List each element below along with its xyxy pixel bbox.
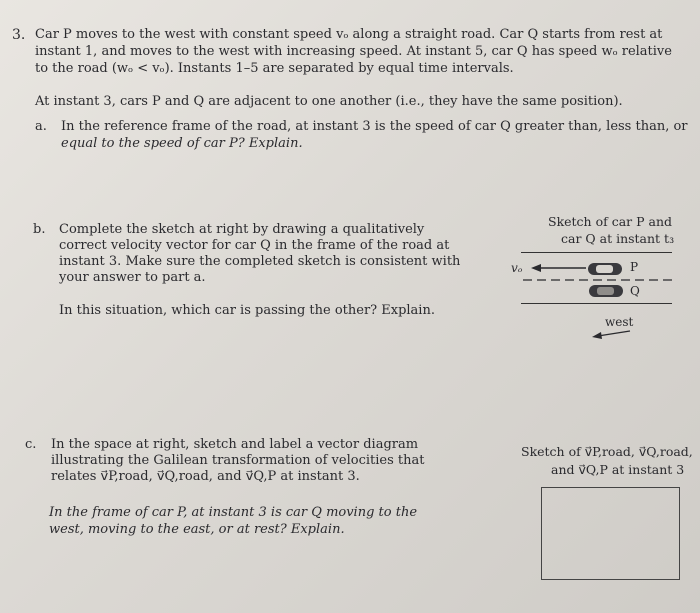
sketch-c-title-2: and v⃗Q,P at instant 3: [551, 462, 685, 477]
problem-number: 3.: [12, 27, 26, 43]
intro-line-1: Car P moves to the west with constant speed vₒ along a straight road. Car Q starts from rest at: [35, 27, 663, 42]
part-b-line-3: instant 3. Make sure the completed sketch is consistent with: [59, 254, 461, 269]
adjacent-statement: At instant 3, cars P and Q are adjacent to one another (i.e., they have the same position).: [35, 94, 623, 109]
part-b-line-4: your answer to part a.: [59, 270, 206, 285]
part-c-line-3: relates v⃗P,road, v⃗Q,road, and v⃗Q,P at instant 3.: [51, 469, 360, 484]
velocity-label: vₒ: [511, 261, 523, 275]
intro-line-2: instant 1, and moves to the west with increasing speed. At instant 5, car Q has speed wₒ relative: [35, 44, 672, 59]
car-q-icon: [589, 285, 623, 297]
part-b-line-2: correct velocity vector for car Q in the frame of the road at: [59, 238, 450, 253]
part-b-line-1: Complete the sketch at right by drawing a qualitatively: [59, 222, 425, 237]
part-c-line-1: In the space at right, sketch and label a vector diagram: [51, 437, 419, 452]
car-q-label: Q: [630, 284, 640, 298]
velocity-arrow-icon: [531, 264, 586, 272]
sketch-c-title-1: Sketch of v⃗P,road, v⃗Q,road,: [521, 444, 693, 459]
car-p-icon: [588, 263, 622, 275]
part-c-line-2: illustrating the Galilean transformation of velocities that: [51, 453, 425, 468]
part-a-label: a.: [35, 119, 47, 134]
part-c-label: c.: [25, 437, 37, 452]
intro-line-3: to the road (wₒ < vₒ). Instants 1–5 are separated by equal time intervals.: [35, 61, 514, 76]
vector-diagram-answer-box[interactable]: [541, 487, 680, 580]
part-c-question-2: west, moving to the east, or at rest? Explain.: [49, 522, 345, 537]
direction-label: west: [605, 315, 634, 329]
sketch-b-title-2: car Q at instant t₃: [561, 231, 675, 246]
part-b-question: In this situation, which car is passing the other? Explain.: [59, 303, 435, 318]
west-arrow-icon: [592, 331, 630, 339]
part-b-label: b.: [33, 222, 46, 237]
part-a-line-1: In the reference frame of the road, at instant 3 is the speed of car Q greater than, less than, or: [61, 119, 688, 134]
car-p-label: P: [630, 260, 639, 274]
part-c-question-1: In the frame of car P, at instant 3 is car Q moving to the: [49, 505, 418, 520]
sketch-b-title-1: Sketch of car P and: [548, 214, 672, 229]
part-a-line-2: equal to the speed of car P? Explain.: [61, 136, 303, 151]
